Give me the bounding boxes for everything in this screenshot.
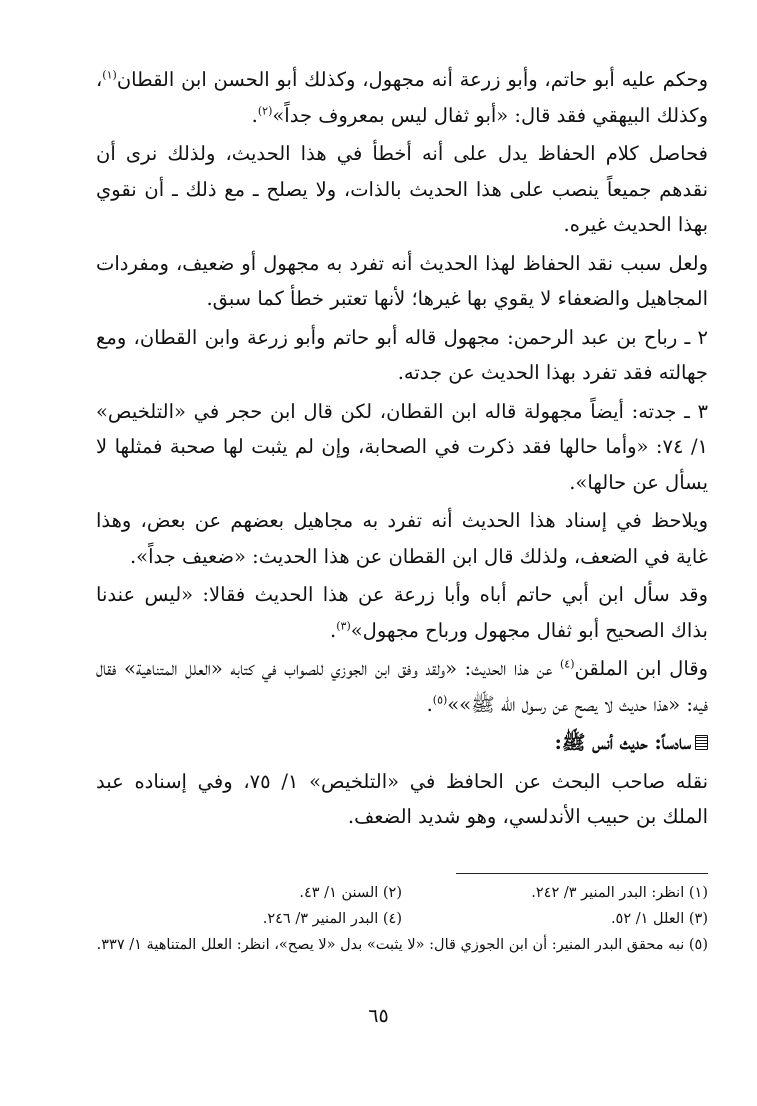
footnote-row-1 <box>96 880 708 906</box>
footnote-2: (٢) السنن ١/ ٤٣. <box>299 885 402 901</box>
footnote-ref-2[interactable]: (٢) <box>257 104 273 117</box>
paragraph-2: فحاصل كلام الحفاظ يدل على أنه أخطأ في هذا الحديث، ولذلك نرى أن نقدهم جميعاً ينصب على هذا الحديث بالذات، ولا يصلح ـ مع ذلك ـ أن نقوي بهذا الحديث غيره. <box>96 142 708 236</box>
footnote-ref-5[interactable]: (٥) <box>432 693 448 706</box>
footnote-ref-4[interactable]: (٤) <box>559 657 575 671</box>
page-number: ٦٥ <box>368 1005 389 1027</box>
footnote-divider <box>456 873 708 874</box>
footnote-1: (١) انظر: البدر المنير ٣/ ٢٤٢. <box>531 885 708 901</box>
paragraph-4: ٢ ـ رباح بن عبد الرحمن: مجهول قاله أبو حاتم وأبو زرعة وابن القطان، ومع جهالته فقد تفرد بهذا الحديث عن جدته. <box>96 325 708 384</box>
footnote-5: (٥) نبه محقق البدر المنير: أن ابن الجوزي قال: «لا يثبت» بدل «لا يصح»، انظر: العلل المتناهية ١/ ٣٣٧. <box>96 937 708 953</box>
footnote-ref-1[interactable]: (١) <box>102 68 117 82</box>
paragraph-9: نقله صاحب البحث عن الحافظ في «التلخيص» ١/ ٧٥، وفي إسناده عبد الملك بن حبيب الأندلسي، وهو شديد الضعف. <box>96 769 708 828</box>
paragraph-3: ولعل سبب نقد الحفاظ لهذا الحديث أنه تفرد به مجهول أو ضعيف، ومفردات المجاهيل والضعفاء لا يقوي بها غيرها؛ لأنها تعتبر خطأ كما سبق. <box>96 251 708 310</box>
paragraph-6: ويلاحظ في إسناد هذا الحديث أنه تفرد به مجاهيل بعضهم عن بعض، وهذا غاية في الضعف، ولذلك قال ابن القطان عن هذا الحديث: «ضعيف جداً». <box>96 509 708 568</box>
footnote-3: (٣) العلل ١/ ٥٢. <box>610 911 708 927</box>
section-heading: سادساً: حديث أنس ﷺ: <box>96 725 708 761</box>
footnote-row-2 <box>96 906 708 932</box>
footnote-4: (٤) البدر المنير ٣/ ٢٤٦. <box>262 911 402 927</box>
main-text <box>96 62 708 838</box>
footnote-ref-3[interactable]: (٣) <box>336 619 351 632</box>
footnotes <box>96 880 708 958</box>
book-icon <box>695 735 708 750</box>
paragraph-8: وقال ابن الملقن$^{(٤)}$ عن هذا الحديث: «ولقد وفق ابن الجوزي للصواب في كتابه «العلل المتناهية» فقال فيه: «هذا حديث لا يصح عن رسول الله ﷺ»»$^{(٥)}$. <box>96 657 708 716</box>
paragraph-5: ٣ ـ جدته: أيضاً مجهولة قاله ابن القطان، لكن قال ابن حجر في «التلخيص» ١/ ٧٤: «وأما حالها فقد ذكرت في الصحابة، وإن لم يثبت لها صحبة فمثلها لا يسأل عن حالها». <box>96 399 708 494</box>
paragraph-7: وقد سأل ابن أبي حاتم أباه وأبا زرعة عن هذا الحديث فقالا: «ليس عندنا بذاك الصحيح أبو ثفال مجهول ورباح مجهول»$^{(٣)}$. <box>96 583 708 642</box>
paragraph-1: وحكم عليه أبو حاتم، وأبو زرعة أنه مجهول، وكذلك أبو الحسن ابن القطان$^{(١)}$، وكذلك البيهقي فقد قال: «أبو ثفال ليس بمعروف جداً»$^{(٢)}$. <box>96 68 708 127</box>
